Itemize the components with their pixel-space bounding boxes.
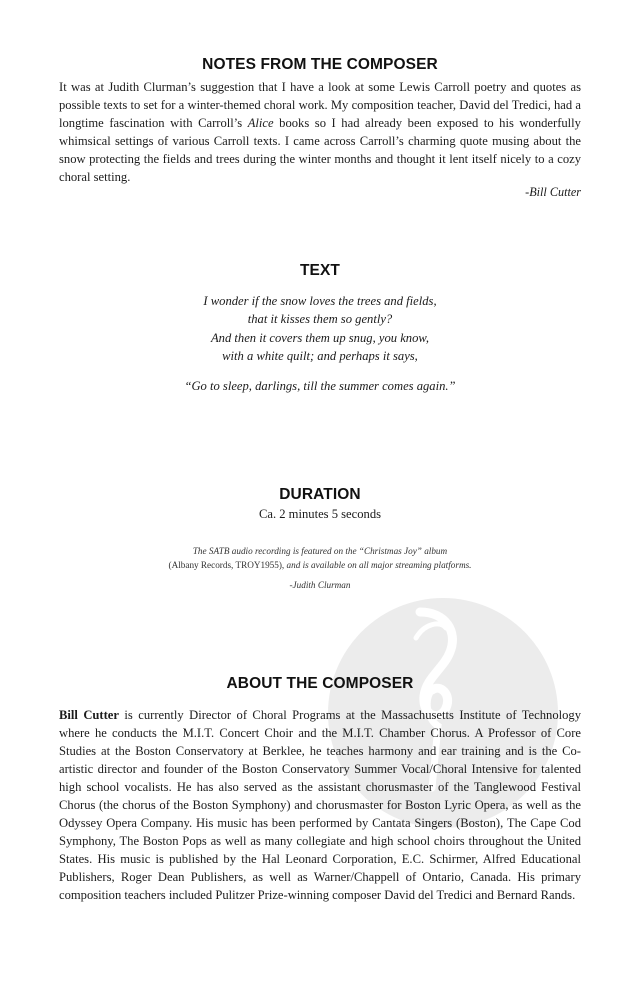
poem-closing-line: “Go to sleep, darlings, till the summer comes again.” [184,379,456,393]
poem-verse [59,292,581,365]
composer-name: Bill Cutter [59,708,119,722]
notes-text-b: books so I had already been exposed to his wonderfully whimsical settings of various Carroll texts. I came across Carroll’s charming quote musing about the snow protecting the fields and trees during the winter months and thought it lent itself nicely to a cozy choral setting. [59,116,581,184]
recording-note-line2 [59,558,581,572]
notes-signature: -Bill Cutter [525,185,581,199]
recording-availability: and is available on all major streaming platforms. [284,560,472,570]
composer-bio: is currently Director of Choral Programs at the Massachusetts Institute of Technology where he conducts the M.I.T. Concert Choir and the M.I.T. Chamber Chorus. A Professor of Core Studies at the Boston Conservatory at Berklee, he teaches harmony and ear training and is the Co-artistic director and founder of the Boston Conservatory Summer Vocal/Choral Intensive for talented high school vocalists. He has also served as the assistant chorusmaster of the Tanglewood Festival Chorus (the chorus of the Boston Symphony) and chorusmaster for Boston Lyric Opera, as well as the Odyssey Opera Company. His music has been performed by Cantata Singers (Boston), The Cape Cod Symphony, The Boston Pops as well as many collegiate and high school choirs throughout the United States. His music is published by the Hal Leonard Corporation, E.C. Schirmer, Alfred Educational Publishers, Roger Dean Publishers, as well as Warner/Chappell of Ontario, Canada. His primary composition teachers included Pulitzer Prize-winning composer David del Tredici and Bernard Rands. [59,708,582,902]
recording-note-line1: The SATB audio recording is featured on the “Christmas Joy” album [192,546,448,556]
poem-line: that it kisses them so gently? [247,312,393,327]
poem-line: with a white quilt; and perhaps it says, [222,348,418,363]
notes-text-a: It was at Judith Clurman’s suggestion that I have a look at some Lewis Carroll poetry and quotes as possible texts to set for a winter-themed choral work. My composition teacher, David del Tredici, had a longtime fascination with Carroll’s [59,80,581,130]
about-heading: ABOUT THE COMPOSER [226,675,414,692]
notes-text-italic: Alice [247,116,274,130]
recording-note-signature: -Judith Clurman [289,580,351,590]
notes-heading: NOTES FROM THE COMPOSER [202,56,438,73]
recording-label: (Albany Records, TROY1955), [168,560,285,570]
poem-line: And then it covers them up snug, you know, [210,330,430,345]
about-paragraph [59,706,581,904]
poem-line: I wonder if the snow loves the trees and fields, [203,294,437,308]
notes-paragraph [59,78,581,186]
text-heading: TEXT [299,262,340,279]
recording-note [59,544,581,572]
duration-heading: DURATION [279,486,361,503]
duration-value: Ca. 2 minutes 5 seconds [258,507,382,521]
